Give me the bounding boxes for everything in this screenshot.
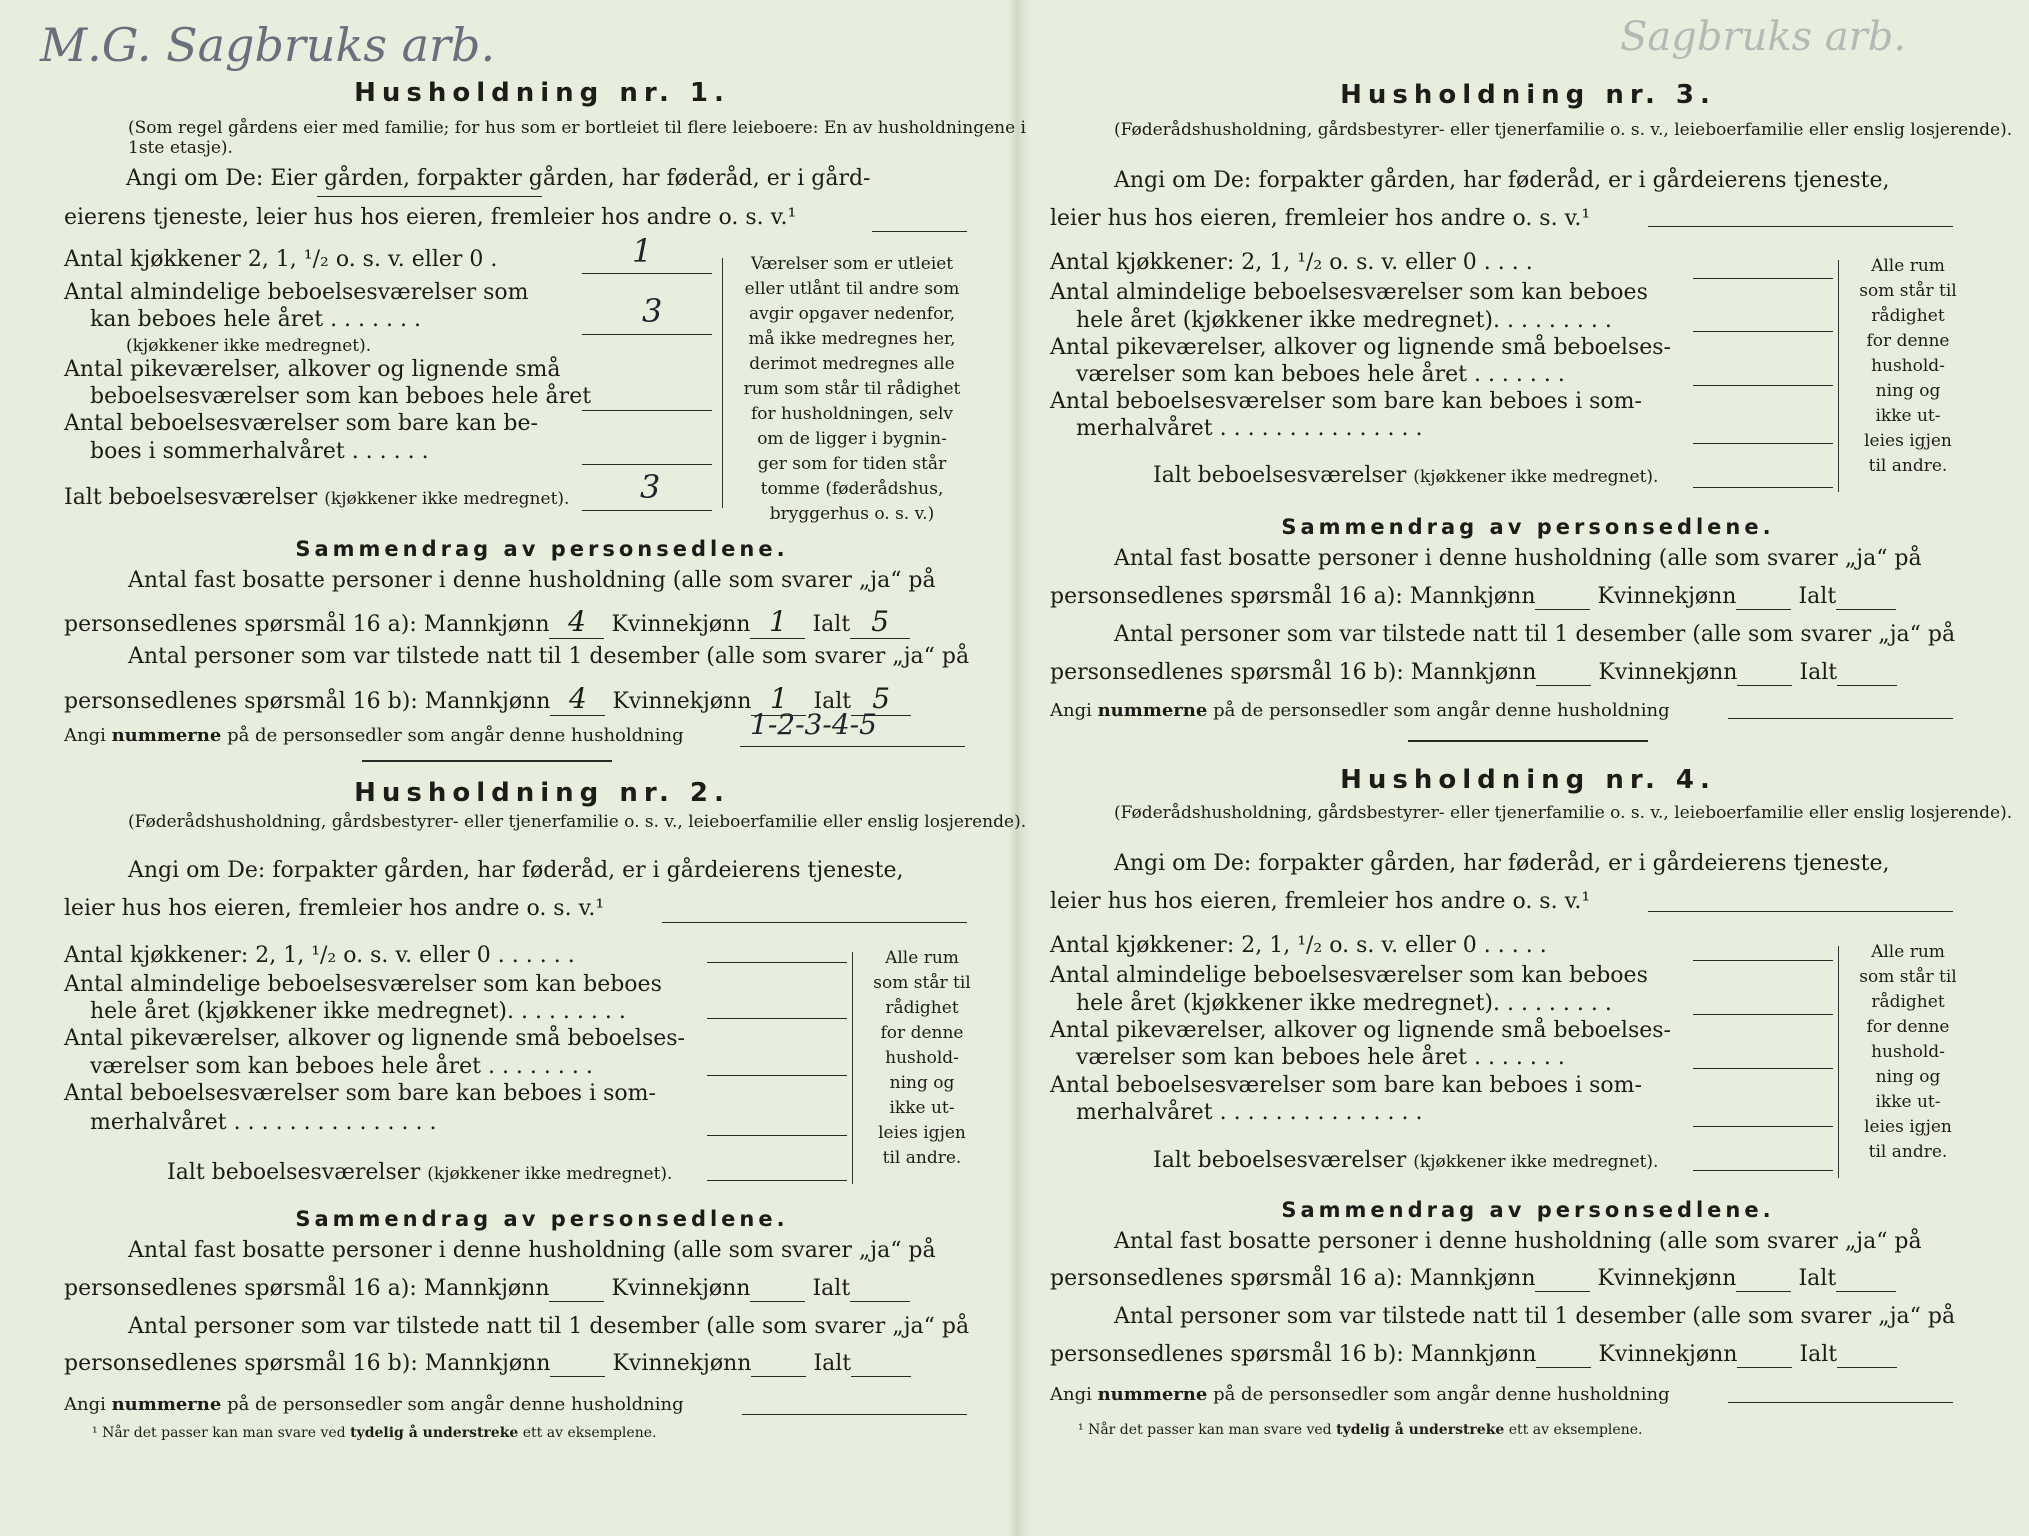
household-2-title: Husholdning nr. 2. — [354, 778, 730, 808]
alm-label-1: Antal almindelige beboelsesværelser som kan beboes — [64, 972, 662, 997]
pike-line — [582, 410, 712, 411]
nummerne-line — [64, 1394, 684, 1415]
pike-label-1: Antal pikeværelser, alkover og lignende små beboelses- — [1050, 335, 1671, 360]
alm-line — [707, 1018, 847, 1019]
fast-ialt-label: Ialt — [812, 612, 851, 637]
household-4-note: (Føderådshusholdning, gårdsbestyrer- eller tjenerfamilie o. s. v., leieboerfamilie eller enslig losjerende). — [1114, 803, 2013, 823]
pike-line — [1693, 1068, 1833, 1069]
sommer-label-1: Antal beboelsesværelser som bare kan be- — [64, 411, 538, 436]
handwritten-owner-note: M.G. Sagbruks arb. — [40, 18, 496, 72]
fast-line-1: Antal fast bosatte personer i denne husholdning (alle som svarer „ja“ på — [1114, 1229, 1922, 1254]
side-note-line: for denne — [880, 1023, 964, 1043]
tilst-mannkjonn-label: personsedlenes spørsmål 16 b): Mannkjønn — [1050, 1342, 1537, 1367]
household-1-note: (Som regel gårdens eier med familie; for hus som er bortleiet til flere leieboere: En av husholdningene i 1ste etasje). — [128, 118, 1026, 158]
side-note-line: for husholdningen, selv — [750, 404, 954, 424]
side-note-line: hushold- — [1871, 1042, 1945, 1062]
side-note-line: Alle rum — [1871, 942, 1945, 962]
angi-answer-line — [662, 922, 967, 923]
fast-line-2 — [64, 605, 910, 639]
tilst-kvinnekjonn-value: 1 — [751, 682, 806, 716]
alm-value: 3 — [642, 292, 663, 330]
side-note-line: ikke ut- — [1875, 1092, 1941, 1112]
fast-kvinnekjonn-value: 1 — [750, 605, 805, 639]
alm-label-1: Antal almindelige beboelsesværelser som kan beboes — [1050, 963, 1648, 988]
sommer-line — [707, 1135, 847, 1136]
tilst-mannkjonn-blank — [550, 1351, 605, 1377]
nummerne-line-underline — [1728, 718, 1953, 719]
tilst-kvinnekjonn-label: Kvinnekjønn — [1598, 1342, 1738, 1367]
side-note-line: rådighet — [1871, 992, 1945, 1012]
sommer-label-2: merhalvåret . . . . . . . . . . . . . . . — [1076, 1100, 1423, 1125]
footnote-prefix: ¹ Når det passer kan man svare ved — [1078, 1422, 1337, 1438]
kjokken-label: Antal kjøkkener: 2, 1, ¹/₂ o. s. v. eller 0 . . . . . . — [64, 943, 575, 968]
tilst-kvinnekjonn-blank — [751, 1351, 806, 1377]
side-note-line: ikke ut- — [1875, 406, 1941, 426]
kjokken-line — [1693, 960, 1833, 961]
side-note-line: ning og — [889, 1073, 955, 1093]
sommer-label-1: Antal beboelsesværelser som bare kan beboes i som- — [64, 1081, 656, 1106]
nummerne-prefix: Angi — [1050, 1384, 1098, 1405]
handwritten-bleed-note: Sagbruks arb. — [1620, 14, 1907, 60]
household-2-side-note — [862, 946, 982, 1171]
tilst-line-1: Antal personer som var tilstede natt til 1 desember (alle som svarer „ja“ på — [1114, 622, 1956, 647]
ialt-label — [167, 1160, 672, 1185]
household-1-side-note — [732, 252, 972, 527]
tilst-mannkjonn-label: personsedlenes spørsmål 16 b): Mannkjønn — [1050, 660, 1537, 685]
sommer-label-1: Antal beboelsesværelser som bare kan beboes i som- — [1050, 389, 1642, 414]
fast-kvinnekjonn-blank — [750, 1276, 805, 1302]
fast-mannkjonn-blank — [1535, 584, 1590, 610]
pike-label-2: beboelsesværelser som kan beboes hele året — [90, 384, 592, 409]
side-note-line: som står til — [1859, 967, 1957, 987]
alm-label-2: kan beboes hele året . . . . . . . — [90, 307, 421, 332]
nummerne-line — [1050, 700, 1670, 721]
fast-kvinnekjonn-label: Kvinnekjønn — [611, 612, 751, 637]
fast-ialt-label: Ialt — [1798, 584, 1837, 609]
alm-label-2: hele året (kjøkkener ikke medregnet). . . . . . . . . — [1076, 991, 1612, 1016]
tilst-ialt-label: Ialt — [1799, 1342, 1838, 1367]
nummerne-bold: nummerne — [111, 1394, 222, 1415]
footnote-prefix: ¹ Når det passer kan man svare ved — [92, 1425, 351, 1441]
nummerne-suffix: på de personsedler som angår denne husholdning — [1207, 700, 1670, 721]
household-1-summary-title: Sammendrag av personsedlene. — [295, 537, 789, 561]
sommer-label-2: merhalvåret . . . . . . . . . . . . . . . — [90, 1110, 437, 1135]
ialt-label-text: Ialt beboelsesværelser — [64, 485, 318, 510]
page-fold — [1008, 0, 1030, 1536]
tilst-mannkjonn-blank — [1536, 1342, 1591, 1368]
tilst-kvinnekjonn-blank — [1737, 1342, 1792, 1368]
side-note-line: leies igjen — [1864, 431, 1952, 451]
ialt-label — [1153, 463, 1658, 488]
tilst-ialt-label: Ialt — [1799, 660, 1838, 685]
eier-underline — [317, 196, 542, 197]
kjokken-label: Antal kjøkkener 2, 1, ¹/₂ o. s. v. eller 0 . — [64, 247, 498, 272]
side-note-line: eller utlånt til andre som — [744, 279, 960, 299]
side-note-line: bryggerhus o. s. v.) — [769, 504, 935, 524]
fast-line-2 — [1050, 1266, 1896, 1292]
household-4-angi-line2: leier hus hos eieren, fremleier hos andre o. s. v.¹ — [1050, 889, 1591, 914]
side-note-line: hushold- — [885, 1048, 959, 1068]
ialt-line — [707, 1180, 847, 1181]
tilst-mannkjonn-value: 4 — [550, 682, 605, 716]
side-note-line: ikke ut- — [889, 1098, 955, 1118]
angi-answer-line — [1648, 911, 1953, 912]
pike-line — [707, 1075, 847, 1076]
household-4-side-note — [1848, 940, 1968, 1165]
side-note-line: om de ligger i bygnin- — [757, 429, 947, 449]
household-3-side-note — [1848, 254, 1968, 479]
pike-label-2: værelser som kan beboes hele året . . . . . . . — [1076, 362, 1565, 387]
tilst-mannkjonn-label: personsedlenes spørsmål 16 b): Mannkjønn — [64, 689, 551, 714]
alm-label-2: hele året (kjøkkener ikke medregnet). . . . . . . . . — [1076, 308, 1612, 333]
pike-label-2: værelser som kan beboes hele året . . . . . . . . — [90, 1054, 593, 1079]
tilst-ialt-label: Ialt — [813, 1351, 852, 1376]
side-note-line: ning og — [1875, 1067, 1941, 1087]
kjokken-line — [582, 273, 712, 274]
tilst-mannkjonn-blank — [1536, 660, 1591, 686]
tilst-kvinnekjonn-label: Kvinnekjønn — [612, 1351, 752, 1376]
fast-ialt-blank — [1836, 1266, 1896, 1292]
ialt-label-note: (kjøkkener ikke medregnet). — [324, 489, 570, 509]
side-note-line: derimot medregnes alle — [749, 354, 955, 374]
side-note-line: til andre. — [1868, 456, 1948, 476]
sommer-line — [582, 464, 712, 465]
side-note-line: leies igjen — [878, 1123, 966, 1143]
side-note-line: for denne — [1866, 1017, 1950, 1037]
tilst-ialt-blank — [851, 1351, 911, 1377]
kjokken-label: Antal kjøkkener: 2, 1, ¹/₂ o. s. v. eller 0 . . . . — [1050, 250, 1533, 275]
fast-line-1: Antal fast bosatte personer i denne husholdning (alle som svarer „ja“ på — [128, 1238, 936, 1263]
fast-ialt-label: Ialt — [812, 1276, 851, 1301]
tilst-line-2 — [64, 1351, 911, 1377]
nummerne-value: 1-2-3-4-5 — [750, 708, 877, 741]
kjokken-value: 1 — [632, 232, 653, 270]
household-1-angi-line1: Angi om De: Eier gården, forpakter gården, har føderåd, er i gård- — [126, 166, 871, 191]
footnote-suffix: ett av eksemplene. — [1504, 1422, 1643, 1438]
fast-kvinnekjonn-blank — [1736, 584, 1791, 610]
tilst-kvinnekjonn-blank — [1737, 660, 1792, 686]
fast-kvinnekjonn-label: Kvinnekjønn — [1597, 1266, 1737, 1291]
ialt-label — [64, 485, 569, 510]
tilst-ialt-value: 5 — [851, 682, 911, 716]
household-4-summary-title: Sammendrag av personsedlene. — [1281, 1198, 1775, 1222]
fast-line-1: Antal fast bosatte personer i denne husholdning (alle som svarer „ja“ på — [1114, 546, 1922, 571]
nummerne-line-underline — [742, 1414, 967, 1415]
alm-label-2: hele året (kjøkkener ikke medregnet). . . . . . . . . — [90, 999, 626, 1024]
nummerne-prefix: Angi — [64, 1394, 112, 1415]
sommer-label-2: boes i sommerhalvåret . . . . . . — [90, 439, 429, 464]
household-2-angi-line2: leier hus hos eieren, fremleier hos andre o. s. v.¹ — [64, 896, 605, 921]
fast-mannkjonn-blank — [549, 1276, 604, 1302]
tilst-line-1: Antal personer som var tilstede natt til 1 desember (alle som svarer „ja“ på — [128, 1314, 970, 1339]
footnote-bold: tydelig å understreke — [350, 1425, 519, 1441]
fast-mannkjonn-value: 4 — [549, 605, 604, 639]
tilst-ialt-blank — [1837, 1342, 1897, 1368]
fast-ialt-blank — [850, 1276, 910, 1302]
alm-line — [1693, 331, 1833, 332]
household-4-title: Husholdning nr. 4. — [1340, 765, 1716, 795]
side-note-line: rådighet — [885, 998, 959, 1018]
side-note-line: avgir opgaver nedenfor, — [748, 304, 955, 324]
kjokken-label: Antal kjøkkener: 2, 1, ¹/₂ o. s. v. eller 0 . . . . . — [1050, 933, 1547, 958]
nummerne-line-underline — [1728, 1402, 1953, 1403]
alm-label-1: Antal almindelige beboelsesværelser som kan beboes — [1050, 280, 1648, 305]
household-2-summary-title: Sammendrag av personsedlene. — [295, 1207, 789, 1231]
side-note-line: til andre. — [882, 1148, 962, 1168]
ialt-label-note: (kjøkkener ikke medregnet). — [1413, 467, 1659, 487]
side-note-line: tomme (føderådshus, — [760, 479, 944, 499]
nummerne-suffix: på de personsedler som angår denne husholdning — [1207, 1384, 1670, 1405]
household-3-title: Husholdning nr. 3. — [1340, 80, 1716, 110]
alm-line — [1693, 1014, 1833, 1015]
fast-kvinnekjonn-label: Kvinnekjønn — [611, 1276, 751, 1301]
ialt-label-note: (kjøkkener ikke medregnet). — [427, 1164, 673, 1184]
household-1-title: Husholdning nr. 1. — [354, 78, 730, 108]
side-note-line: rådighet — [1871, 306, 1945, 326]
nummerne-suffix: på de personsedler som angår denne husholdning — [221, 1394, 684, 1415]
tilst-ialt-label: Ialt — [813, 689, 852, 714]
ialt-line — [582, 510, 712, 511]
nummerne-bold: nummerne — [111, 725, 222, 746]
footnote-suffix: ett av eksemplene. — [518, 1425, 657, 1441]
fast-mannkjonn-blank — [1535, 1266, 1590, 1292]
side-note-line: ning og — [1875, 381, 1941, 401]
household-4-angi-line1: Angi om De: forpakter gården, har føderåd, er i gårdeierens tjeneste, — [1114, 851, 1890, 876]
tilst-kvinnekjonn-label: Kvinnekjønn — [612, 689, 752, 714]
ialt-value: 3 — [640, 468, 661, 506]
ialt-label-text: Ialt beboelsesværelser — [1153, 1148, 1407, 1173]
fast-ialt-value: 5 — [850, 605, 910, 639]
side-note-line: ger som for tiden står — [757, 454, 947, 474]
angi-answer-line — [1648, 226, 1953, 227]
kjokken-line — [707, 962, 847, 963]
sommer-line — [1693, 1126, 1833, 1127]
tilst-mannkjonn-label: personsedlenes spørsmål 16 b): Mannkjønn — [64, 1351, 551, 1376]
fast-ialt-label: Ialt — [1798, 1266, 1837, 1291]
ialt-label-note: (kjøkkener ikke medregnet). — [1413, 1152, 1659, 1172]
side-note-line: må ikke medregnes her, — [748, 329, 956, 349]
alm-line — [582, 334, 712, 335]
household-1-angi-line2: eierens tjeneste, leier hus hos eieren, fremleier hos andre o. s. v.¹ — [64, 205, 797, 230]
pike-label-1: Antal pikeværelser, alkover og lignende små beboelses- — [64, 1026, 685, 1051]
ialt-label — [1153, 1148, 1658, 1173]
side-note-line: som står til — [873, 973, 971, 993]
ialt-line — [1693, 487, 1833, 488]
fast-mannkjonn-label: personsedlenes spørsmål 16 a): Mannkjønn — [1050, 1266, 1536, 1291]
side-note-line: for denne — [1866, 331, 1950, 351]
pike-label-1: Antal pikeværelser, alkover og lignende små — [64, 357, 561, 382]
sommer-line — [1693, 443, 1833, 444]
ialt-line — [1693, 1170, 1833, 1171]
fast-line-2 — [64, 1276, 910, 1302]
nummerne-line — [1050, 1384, 1670, 1405]
ialt-label-text: Ialt beboelsesværelser — [167, 1160, 421, 1185]
separator-rule — [362, 760, 612, 762]
side-note-line: til andre. — [1868, 1142, 1948, 1162]
household-3-summary-title: Sammendrag av personsedlene. — [1281, 515, 1775, 539]
side-note-line: rum som står til rådighet — [743, 379, 961, 399]
footnote — [92, 1425, 656, 1441]
side-note-line: som står til — [1859, 281, 1957, 301]
nummerne-suffix: på de personsedler som angår denne husholdning — [221, 725, 684, 746]
pike-line — [1693, 385, 1833, 386]
side-note-line: Værelser som er utleiet — [750, 254, 954, 274]
tilst-line-2 — [1050, 1342, 1897, 1368]
pike-label-2: værelser som kan beboes hele året . . . . . . . — [1076, 1045, 1565, 1070]
fast-kvinnekjonn-label: Kvinnekjønn — [1597, 584, 1737, 609]
pike-label-1: Antal pikeværelser, alkover og lignende små beboelses- — [1050, 1018, 1671, 1043]
alm-label-1: Antal almindelige beboelsesværelser som — [64, 280, 529, 305]
side-note-line: leies igjen — [1864, 1117, 1952, 1137]
angi-answer-line — [872, 231, 967, 232]
nummerne-bold: nummerne — [1097, 1384, 1208, 1405]
household-3-angi-line1: Angi om De: forpakter gården, har føderåd, er i gårdeierens tjeneste, — [1114, 168, 1890, 193]
nummerne-prefix: Angi — [64, 725, 112, 746]
fast-line-2 — [1050, 584, 1896, 610]
fast-mannkjonn-label: personsedlenes spørsmål 16 a): Mannkjønn — [64, 1276, 550, 1301]
fast-kvinnekjonn-blank — [1736, 1266, 1791, 1292]
fast-ialt-blank — [1836, 584, 1896, 610]
fast-mannkjonn-label: personsedlenes spørsmål 16 a): Mannkjønn — [1050, 584, 1536, 609]
tilst-line-1: Antal personer som var tilstede natt til 1 desember (alle som svarer „ja“ på — [1114, 1304, 1956, 1329]
tilst-line-2 — [1050, 660, 1897, 686]
sommer-label-1: Antal beboelsesværelser som bare kan beboes i som- — [1050, 1073, 1642, 1098]
nummerne-prefix: Angi — [1050, 700, 1098, 721]
footnote-bold: tydelig å understreke — [1336, 1422, 1505, 1438]
nummerne-line — [64, 725, 684, 746]
nummerne-line-underline — [740, 746, 965, 747]
tilst-ialt-blank — [1837, 660, 1897, 686]
tilst-line-1: Antal personer som var tilstede natt til 1 desember (alle som svarer „ja“ på — [128, 644, 970, 669]
kjokken-line — [1693, 278, 1833, 279]
alm-note: (kjøkkener ikke medregnet). — [126, 336, 372, 356]
ialt-label-text: Ialt beboelsesværelser — [1153, 463, 1407, 488]
side-note-line: Alle rum — [885, 948, 959, 968]
side-note-line: Alle rum — [1871, 256, 1945, 276]
side-note-line: hushold- — [1871, 356, 1945, 376]
household-2-note: (Føderådshusholdning, gårdsbestyrer- eller tjenerfamilie o. s. v., leieboerfamilie eller enslig losjerende). — [128, 812, 1027, 832]
nummerne-bold: nummerne — [1097, 700, 1208, 721]
household-2-angi-line1: Angi om De: forpakter gården, har føderåd, er i gårdeierens tjeneste, — [128, 858, 904, 883]
sommer-label-2: merhalvåret . . . . . . . . . . . . . . . — [1076, 416, 1423, 441]
fast-mannkjonn-label: personsedlenes spørsmål 16 a): Mannkjønn — [64, 612, 550, 637]
household-3-angi-line2: leier hus hos eieren, fremleier hos andre o. s. v.¹ — [1050, 206, 1591, 231]
footnote — [1078, 1422, 1642, 1438]
fast-line-1: Antal fast bosatte personer i denne husholdning (alle som svarer „ja“ på — [128, 568, 936, 593]
separator-rule — [1408, 740, 1648, 742]
tilst-kvinnekjonn-label: Kvinnekjønn — [1598, 660, 1738, 685]
household-3-note: (Føderådshusholdning, gårdsbestyrer- eller tjenerfamilie o. s. v., leieboerfamilie eller enslig losjerende). — [1114, 120, 2013, 140]
